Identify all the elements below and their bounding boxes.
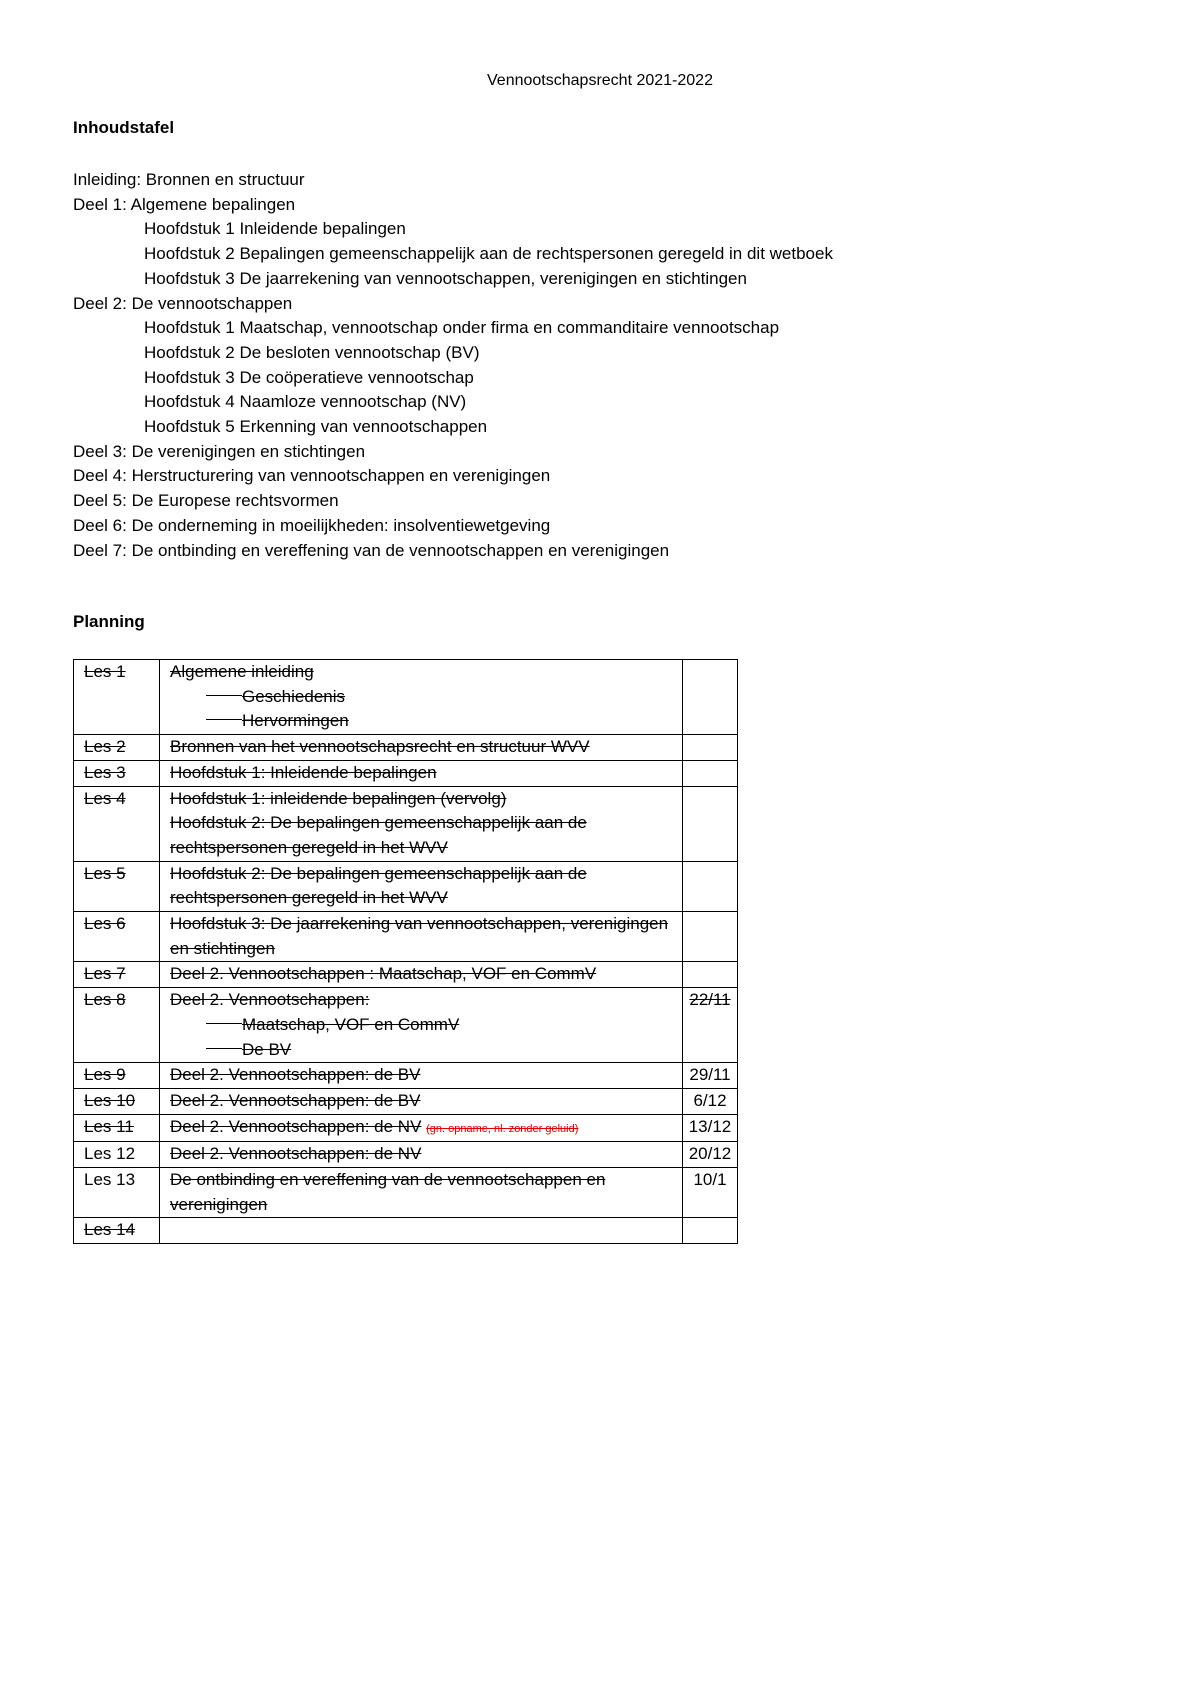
planning-row (74, 760, 738, 786)
lesson-number: Les 13 (84, 1170, 136, 1190)
bullet-dash (206, 1023, 242, 1024)
lesson-topic: Algemene inleiding (170, 662, 314, 681)
lesson-subtopic: De BV (170, 1038, 672, 1063)
lesson-date: 13/12 (688, 1116, 732, 1136)
document-title: Vennootschapsrecht 2021-2022 (487, 72, 713, 89)
lesson-number: Les 5 (84, 863, 126, 883)
lesson-topic: Bronnen van het vennootschapsrecht en structuur WVV (170, 737, 590, 757)
toc-heading: Inhoudstafel (73, 118, 175, 137)
lesson-topic: Hoofdstuk 3: De jaarrekening van vennootschappen, verenigingen en stichtingen (170, 914, 669, 958)
lesson-topic: Deel 2. Vennootschappen: de BV (170, 1065, 421, 1085)
planning-row (74, 861, 738, 911)
lesson-number: Les 6 (84, 914, 126, 934)
bullet-dash (206, 719, 242, 720)
planning-row (74, 1114, 738, 1142)
toc-item: Hoofdstuk 3 De jaarrekening van vennootschappen, verenigingen en stichtingen (144, 268, 747, 288)
lesson-number: Les 7 (84, 964, 126, 984)
lesson-number: Les 12 (84, 1144, 136, 1164)
lesson-number: Les 1 (84, 662, 126, 681)
lesson-date: 20/12 (688, 1144, 732, 1164)
lesson-date: 29/11 (689, 1065, 731, 1085)
lesson-number: Les 2 (84, 737, 126, 757)
planning-row (74, 660, 738, 735)
toc-item: Hoofdstuk 1 Inleidende bepalingen (144, 219, 406, 239)
lesson-number: Les 9 (84, 1065, 126, 1085)
lesson-topic: Hoofdstuk 1: inleidende bepalingen (vervolg) (170, 788, 507, 808)
lesson-subtopic: Maatschap, VOF en CommV (170, 1013, 672, 1038)
lesson-note: (gn. opname, nl. zonder geluid) (426, 1122, 579, 1135)
planning-row (74, 1168, 738, 1218)
toc-item: Hoofdstuk 2 Bepalingen gemeenschappelijk aan de rechtspersonen geregeld in dit wetboek (144, 244, 833, 264)
toc-item: Deel 3: De verenigingen en stichtingen (73, 441, 366, 461)
toc-item: Deel 7: De ontbinding en vereffening van de vennootschappen en verenigingen (73, 540, 670, 560)
planning-row (74, 786, 738, 861)
bullet-dash (206, 1048, 242, 1049)
toc-item: Deel 4: Herstructurering van vennootschappen en verenigingen (73, 466, 551, 486)
planning-row (74, 735, 738, 761)
toc-item: Hoofdstuk 4 Naamloze vennootschap (NV) (144, 392, 467, 412)
planning-row (74, 912, 738, 962)
lesson-date: 10/1 (693, 1170, 727, 1190)
lesson-number: Les 8 (84, 990, 126, 1010)
lesson-topic: Hoofdstuk 2: De bepalingen gemeenschappelijk aan de rechtspersonen geregeld in het WVV (170, 863, 587, 908)
toc-item: Hoofdstuk 1 Maatschap, vennootschap onder firma en commanditaire vennootschap (144, 318, 780, 338)
bullet-dash (206, 695, 242, 696)
toc-item: Hoofdstuk 3 De coöperatieve vennootschap (144, 367, 474, 387)
lesson-topic: Hoofdstuk 2: De bepalingen gemeenschappelijk aan de rechtspersonen geregeld in het WVV (170, 813, 587, 857)
lesson-number: Les 11 (84, 1116, 134, 1136)
lesson-topic: Deel 2. Vennootschappen: de BV (170, 1090, 421, 1110)
lesson-topic: Deel 2. Vennootschappen : Maatschap, VOF en CommV (170, 964, 597, 984)
lesson-topic: De ontbinding en vereffening van de vennootschappen en verenigingen (170, 1170, 606, 1214)
toc-item: Hoofdstuk 2 De besloten vennootschap (BV) (144, 342, 480, 362)
lesson-number: Les 4 (84, 788, 126, 808)
lesson-topic: Deel 2. Vennootschappen: (170, 990, 370, 1010)
toc-item: Deel 1: Algemene bepalingen (73, 194, 296, 214)
toc-item: Deel 6: De onderneming in moeilijkheden: insolventiewetgeving (73, 515, 551, 535)
toc-item: Deel 5: De Europese rechtsvormen (73, 491, 339, 511)
planning-row (74, 962, 738, 988)
lesson-number: Les 14 (84, 1220, 136, 1240)
lesson-number: Les 10 (84, 1090, 136, 1110)
lesson-subtopic: Hervormingen (170, 709, 672, 734)
toc-item: Deel 2: De vennootschappen (73, 293, 293, 313)
lesson-subtopic: Geschiedenis (170, 685, 672, 710)
planning-row (74, 1218, 738, 1244)
toc-item: Hoofdstuk 5 Erkenning van vennootschappen (144, 417, 488, 437)
planning-heading: Planning (73, 612, 145, 631)
lesson-number: Les 3 (84, 762, 126, 782)
lesson-date: 22/11 (689, 990, 731, 1010)
planning-table (73, 659, 738, 1244)
planning-row (74, 1142, 738, 1168)
lesson-topic: Deel 2. Vennootschappen: de NV (gn. opname, nl. zonder geluid) (170, 1116, 579, 1136)
table-of-contents (73, 168, 833, 563)
lesson-date: 6/12 (693, 1090, 727, 1110)
lesson-topic: Hoofdstuk 1: Inleidende bepalingen (170, 762, 437, 782)
planning-row (74, 1088, 738, 1114)
planning-row (74, 988, 738, 1063)
lesson-topic: Deel 2. Vennootschappen: de NV (170, 1144, 422, 1164)
toc-item: Inleiding: Bronnen en structuur (73, 170, 305, 189)
planning-row (74, 1063, 738, 1089)
